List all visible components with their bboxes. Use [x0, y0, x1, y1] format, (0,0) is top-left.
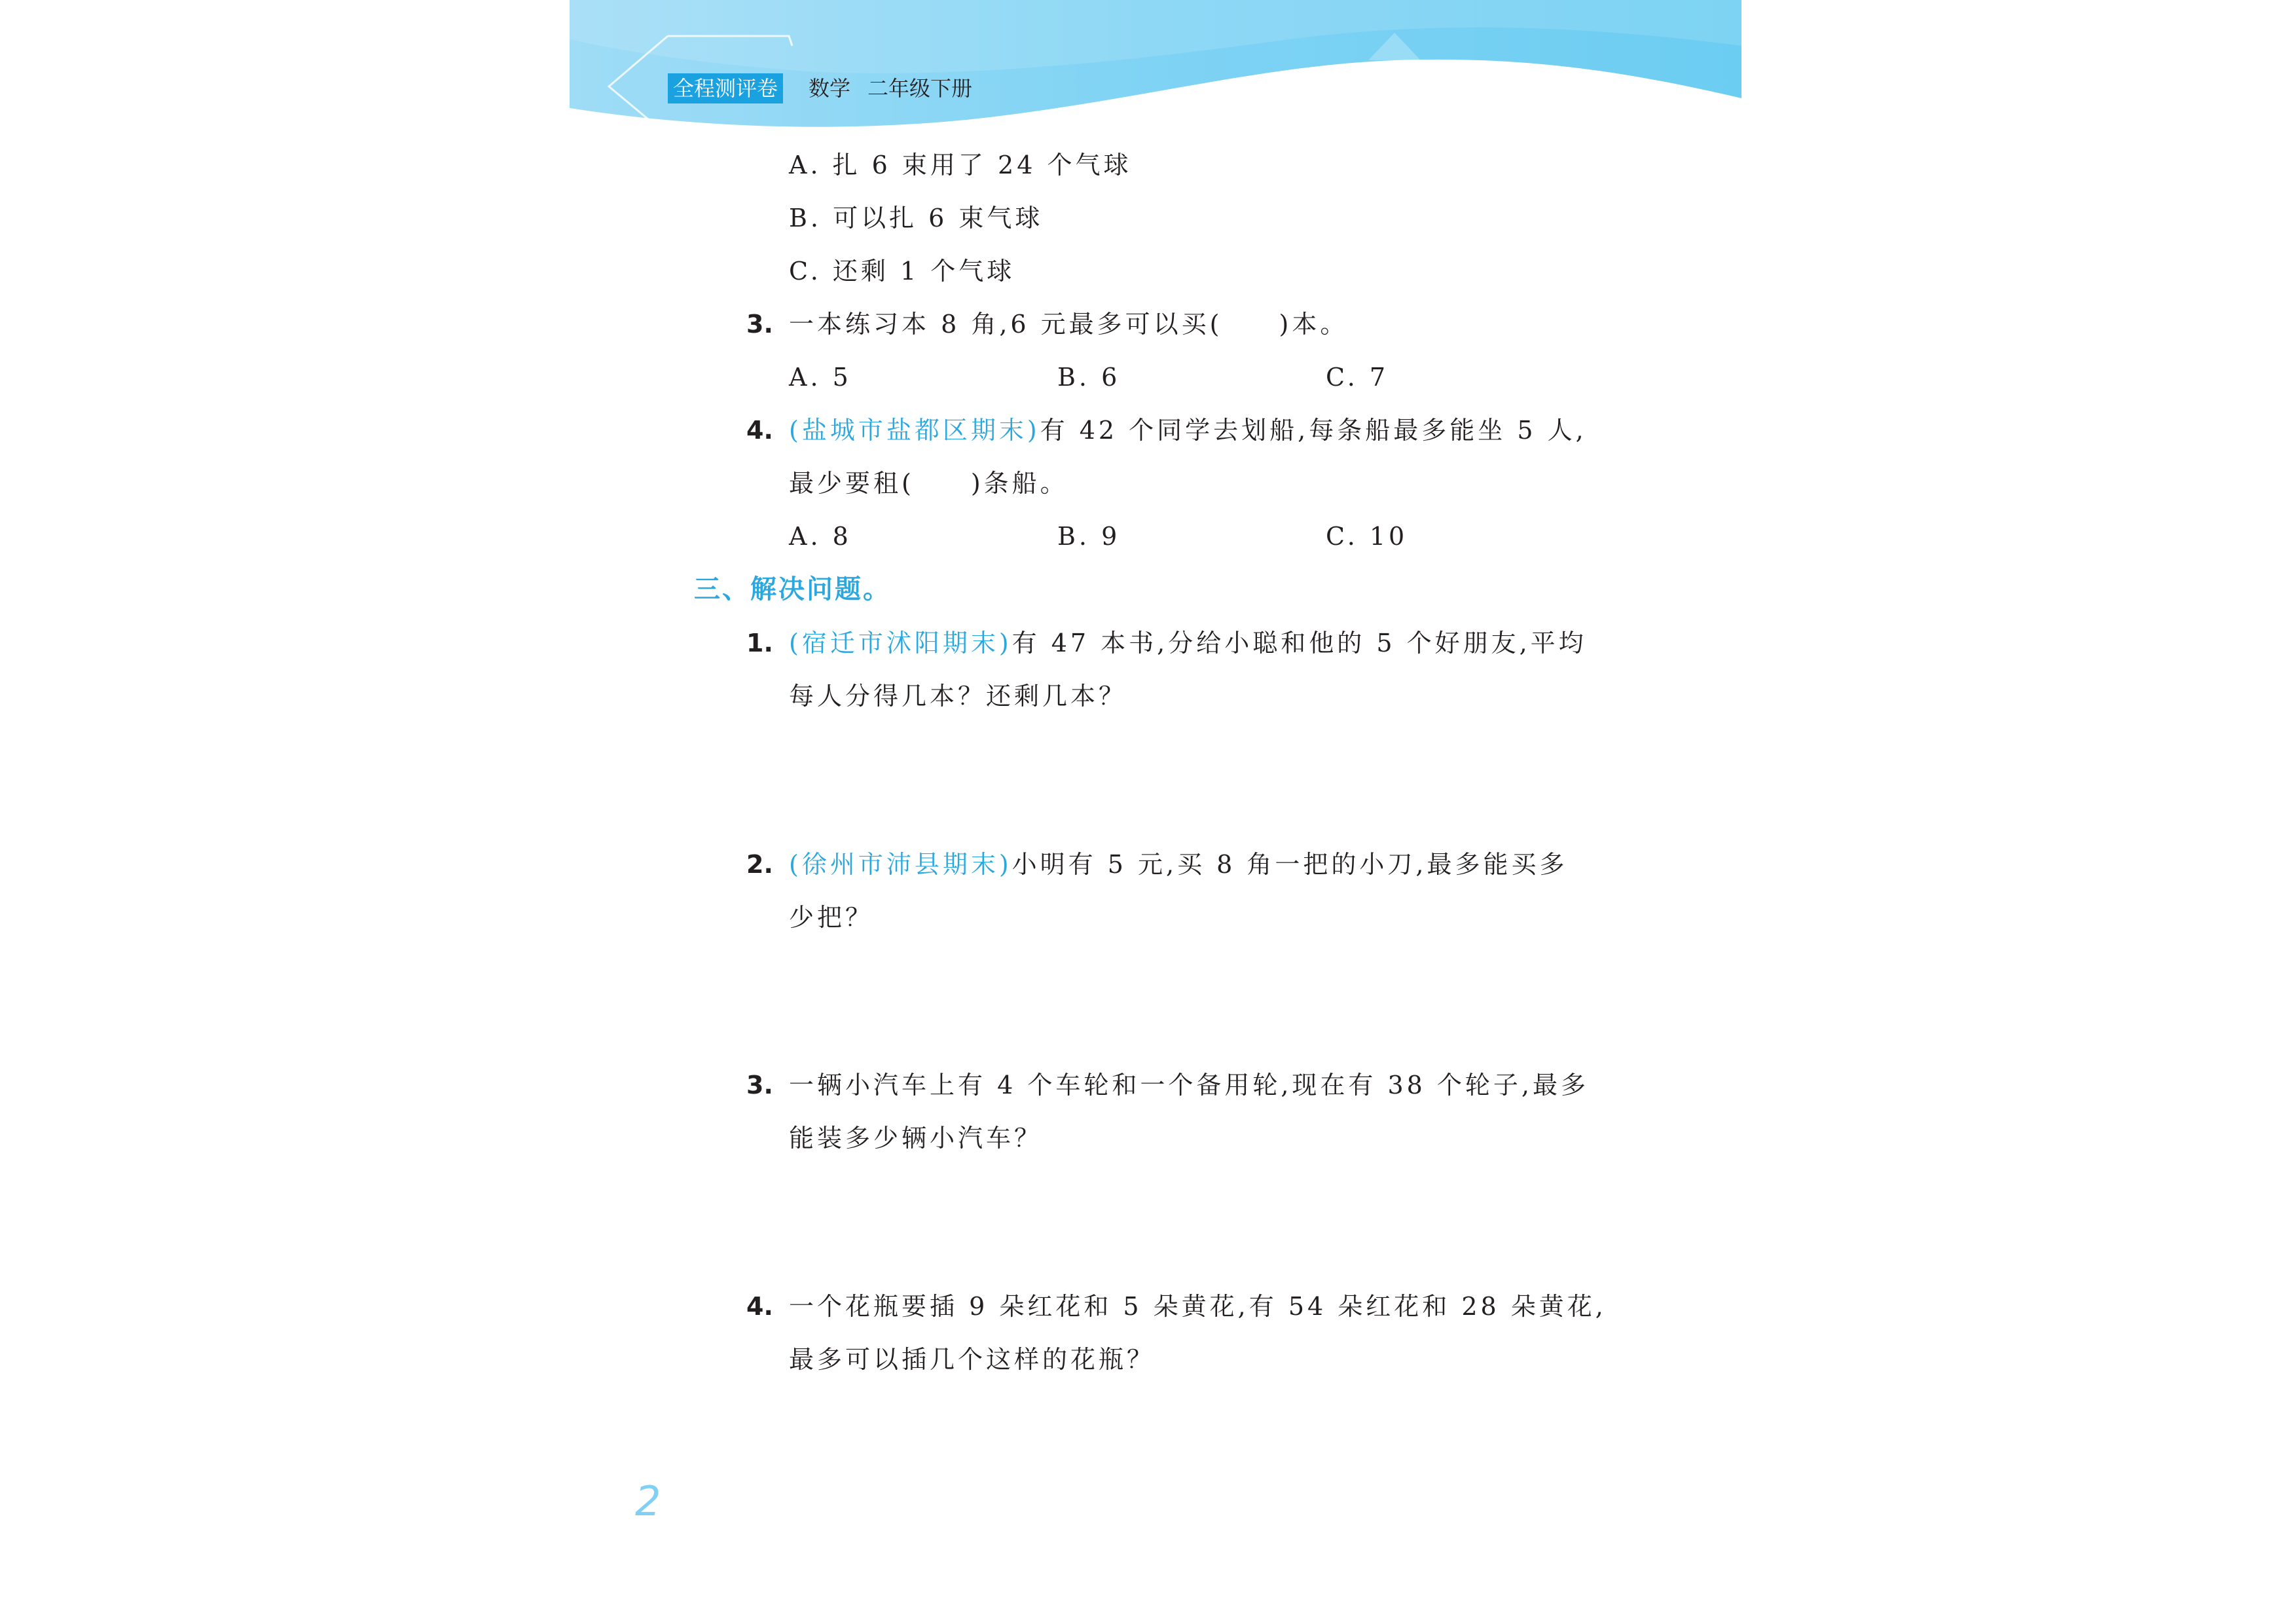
exam-page	[570, 0, 1741, 1624]
section-title: 三、解决问题。	[694, 574, 891, 604]
problem-3-text-2: 能装多少辆小汽车？	[789, 1124, 1043, 1153]
q4-option-a: A. 8	[789, 522, 852, 551]
grade-label: 二年级下册	[867, 76, 973, 101]
problem-3-number: 3.	[746, 1071, 773, 1099]
problem-2-text-1: 小明有 5 元,买 8 角一把的小刀,最多能买多	[1011, 850, 1568, 879]
problem-4-text-2: 最多可以插几个这样的花瓶？	[789, 1345, 1156, 1374]
problem-2-source: (徐州市沛县期末)	[789, 850, 1012, 879]
q3-text: 一本练习本 8 角,6 元最多可以买( )本。	[789, 310, 1349, 339]
q2-option-b: B. 可以扎 6 束气球	[789, 204, 1044, 232]
problem-1-line-1	[789, 627, 1587, 659]
q4-text-1: 有 42 个同学去划船,每条船最多能坐 5 人,	[1040, 416, 1587, 445]
q3-option-b: B. 6	[1057, 363, 1121, 392]
problem-1-number: 1.	[746, 629, 773, 657]
q4-line-1	[789, 414, 1587, 447]
page-header	[570, 0, 1741, 141]
header-wave-banner	[570, 0, 1741, 141]
page-number: 2	[635, 1477, 661, 1525]
problem-2-number: 2.	[746, 850, 773, 879]
subject-label: 数学	[809, 76, 851, 101]
problem-1-text-2: 每人分得几本？还剩几本？	[789, 682, 1127, 710]
q4-option-c: C. 10	[1326, 522, 1408, 551]
problem-4-number: 4.	[746, 1292, 773, 1321]
q4-option-b: B. 9	[1057, 522, 1121, 551]
q2-option-a: A. 扎 6 束用了 24 个气球	[789, 151, 1132, 179]
problem-1-text-1: 有 47 本书,分给小聪和他的 5 个好朋友,平均	[1011, 629, 1587, 657]
problem-1-source: (宿迁市沭阳期末)	[789, 629, 1012, 657]
q3-option-a: A. 5	[789, 363, 852, 392]
q4-text-2: 最少要租( )条船。	[789, 469, 1068, 498]
series-badge: 全程测评卷	[668, 73, 783, 103]
q3-option-c: C. 7	[1326, 363, 1389, 392]
q2-option-c: C. 还剩 1 个气球	[789, 257, 1015, 286]
q4-number: 4.	[746, 416, 773, 445]
q3-number: 3.	[746, 310, 773, 339]
q4-source: (盐城市盐都区期末)	[789, 416, 1040, 445]
problem-3-text-1: 一辆小汽车上有 4 个车轮和一个备用轮,现在有 38 个轮子,最多	[789, 1071, 1590, 1099]
problem-2-line-1	[789, 848, 1568, 881]
problem-4-text-1: 一个花瓶要插 9 朵红花和 5 朵黄花,有 54 朵红花和 28 朵黄花,	[789, 1292, 1607, 1321]
problem-2-text-2: 少把？	[789, 903, 874, 932]
